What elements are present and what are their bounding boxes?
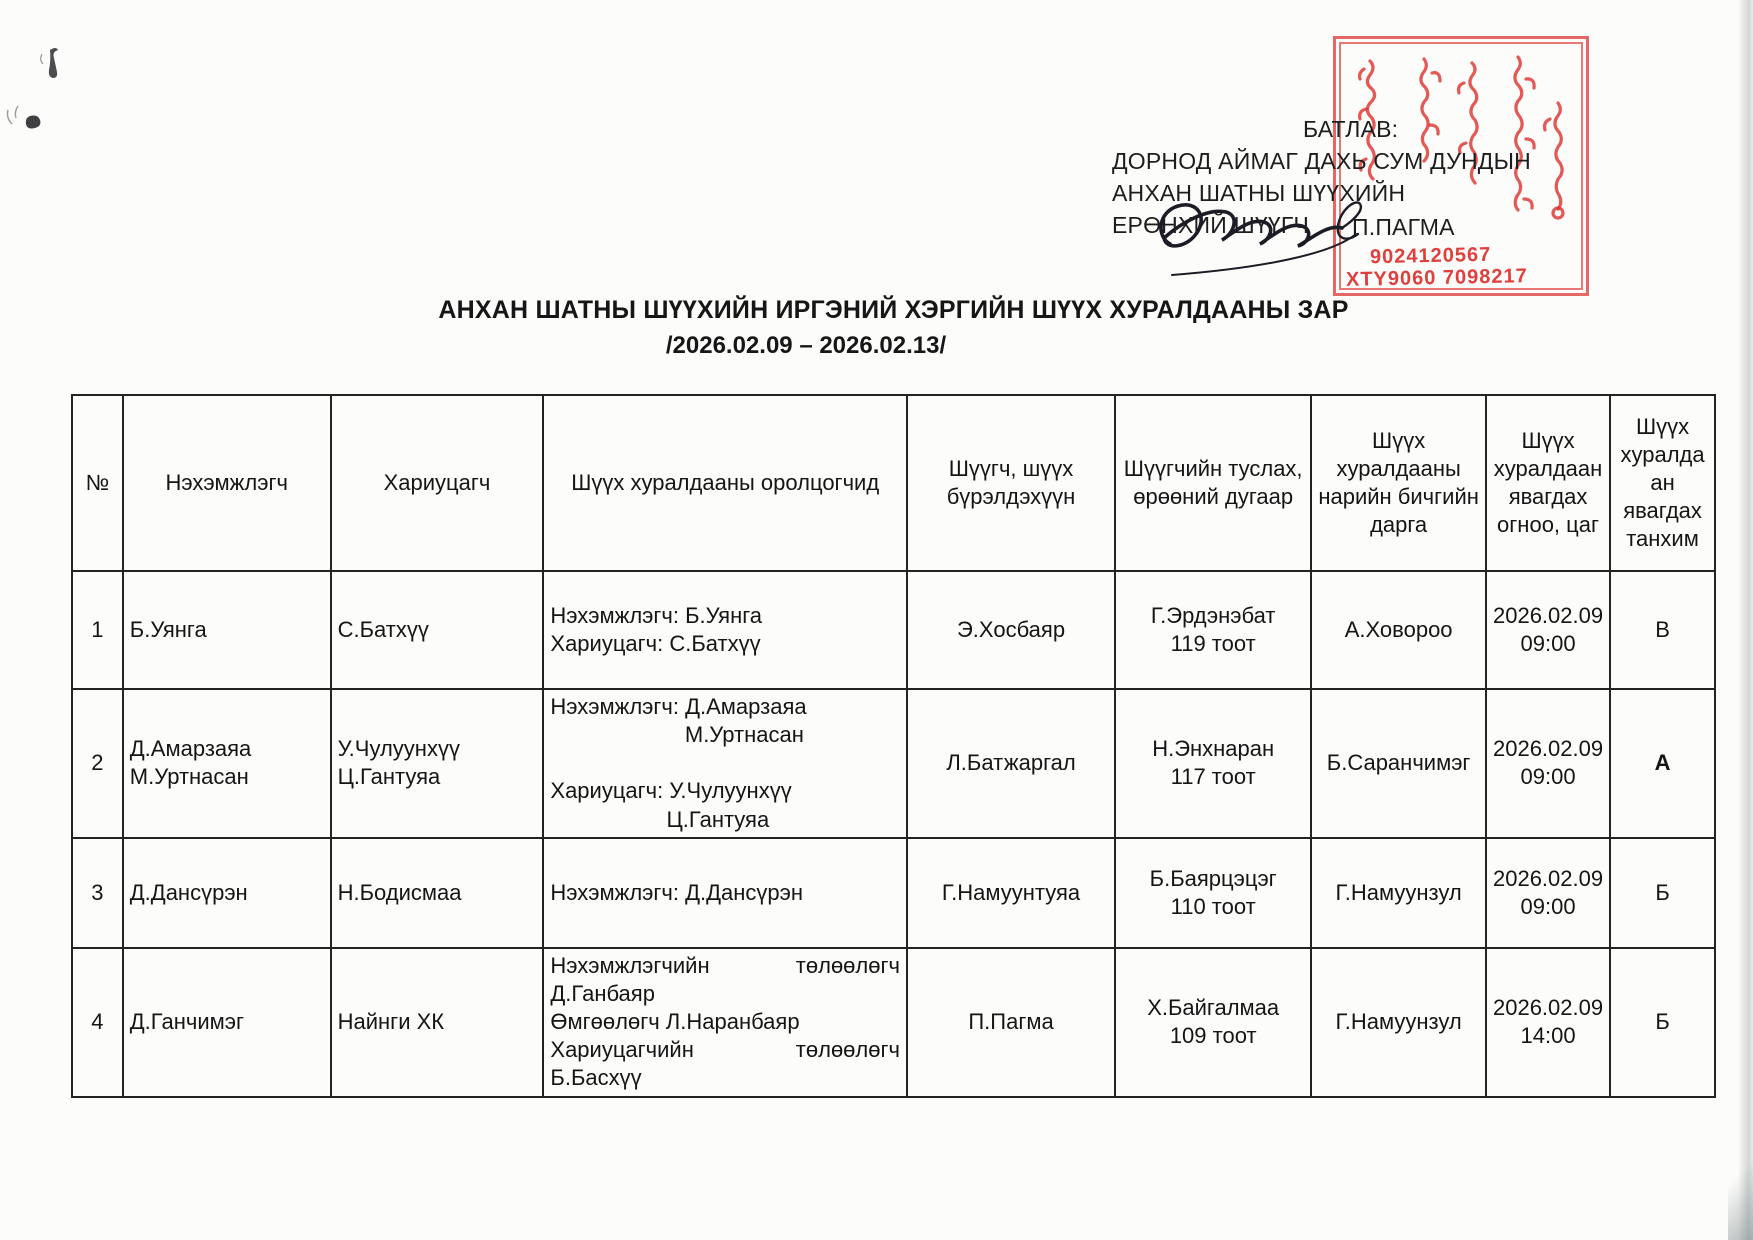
cell-r4-c7: 2026.02.09 14:00 [1486, 948, 1610, 1097]
cell-r3-c3: Нэхэмжлэгч: Д.Дансүрэн [543, 838, 907, 948]
column-header-8: Шүүх хуралдаан явагдах танхим [1610, 395, 1715, 571]
schedule-table [71, 394, 1716, 1098]
approval-label: БАТЛАВ: [1303, 116, 1399, 142]
cell-r4-c6: Г.Намуунзул [1311, 948, 1486, 1097]
table-body [72, 571, 1715, 1097]
approver-role: ЕРӨНХИЙ ШҮҮГЧ [1112, 212, 1310, 238]
column-header-7: Шүүх хуралдаан явагдах огноо, цаг [1486, 395, 1610, 571]
table-row-3 [72, 838, 1715, 948]
cell-r4-c2: Найнги ХК [331, 948, 544, 1097]
signature-icon [1142, 182, 1392, 282]
cell-r2-c7: 2026.02.09 09:00 [1486, 689, 1610, 838]
cell-r1-c2: С.Батхүү [331, 571, 544, 689]
cell-r1-c1: Б.Уянга [123, 571, 331, 689]
ink-smudge-icon [4, 102, 52, 142]
cell-r4-c3: Нэхэмжлэгчийн төлөөлөгч Д.Ганбаяр Өмгөөлөгч Л.Наранбаяр Хариуцагчийн төлөөлөгч Б.Басхүү [543, 948, 907, 1097]
cell-r2-c5: Н.Энхнаран 117 тоот [1115, 689, 1311, 838]
column-header-2: Хариуцагч [331, 395, 544, 571]
cell-r2-c8: А [1610, 689, 1715, 838]
cell-r3-c8: Б [1610, 838, 1715, 948]
stamp-registration-number: 9024120567 [1369, 243, 1492, 269]
cell-r3-c0: 3 [72, 838, 123, 948]
cell-r2-c0: 2 [72, 689, 123, 838]
cell-r1-c0: 1 [72, 571, 123, 689]
table-row-1 [72, 571, 1715, 689]
ink-smudge-icon [36, 44, 72, 84]
cell-r1-c7: 2026.02.09 09:00 [1486, 571, 1610, 689]
cell-r1-c5: Г.Эрдэнэбат 119 тоот [1115, 571, 1311, 689]
cell-r4-c0: 4 [72, 948, 123, 1097]
cell-r4-c5: Х.Байгалмаа 109 тоот [1115, 948, 1311, 1097]
cell-r1-c6: А.Ховороо [1311, 571, 1486, 689]
table-row-4 [72, 948, 1715, 1097]
cell-r4-c4: П.Пагма [907, 948, 1115, 1097]
cell-r3-c2: Н.Бодисмаа [331, 838, 544, 948]
cell-r3-c7: 2026.02.09 09:00 [1486, 838, 1610, 948]
scan-corner-shadow [1728, 1130, 1753, 1240]
court-name-line1: ДОРНОД АЙМАГ ДАХЬ СУМ ДУНДЫН [1112, 148, 1531, 174]
cell-r2-c2: У.Чулуунхүү Ц.Гантуяа [331, 689, 544, 838]
table-head [72, 395, 1715, 571]
cell-r4-c8: Б [1610, 948, 1715, 1097]
column-header-0: № [72, 395, 123, 571]
cell-r3-c6: Г.Намуунзул [1311, 838, 1486, 948]
cell-r3-c1: Д.Дансүрэн [123, 838, 331, 948]
column-header-4: Шүүгч, шүүх бүрэлдэхүүн [907, 395, 1115, 571]
cell-r1-c4: Э.Хосбаяр [907, 571, 1115, 689]
stamp-serial-number: XTY9060 7098217 [1345, 265, 1529, 291]
cell-r1-c3: Нэхэмжлэгч: Б.Уянга Хариуцагч: С.Батхүү [543, 571, 907, 689]
cell-r2-c3: Нэхэмжлэгч: Д.Амарзаяа М.Уртнасан Хариуцагч: У.Чулуунхүү Ц.Гантуяа [543, 689, 907, 838]
scan-edge-shadow [1738, 0, 1753, 1240]
title-block [71, 296, 1716, 360]
table-row-2 [72, 689, 1715, 838]
date-range: /2026.02.09 – 2026.02.13/ [665, 332, 947, 359]
court-name-line2: АНХАН ШАТНЫ ШҮҮХИЙН [1112, 180, 1406, 206]
approver-name: П.ПАГМА [1352, 214, 1455, 240]
page-title: АНХАН ШАТНЫ ШҮҮХИЙН ИРГЭНИЙ ХЭРГИЙН ШҮҮХ ХУРАЛДААНЫ ЗАР [438, 296, 1349, 324]
cell-r2-c1: Д.Амарзаяа М.Уртнасан [123, 689, 331, 838]
cell-r3-c4: Г.Намуунтуяа [907, 838, 1115, 948]
cell-r2-c6: Б.Саранчимэг [1311, 689, 1486, 838]
column-header-6: Шүүх хуралдааны нарийн бичгийн дарга [1311, 395, 1486, 571]
cell-r4-c1: Д.Ганчимэг [123, 948, 331, 1097]
column-header-1: Нэхэмжлэгч [123, 395, 331, 571]
cell-r3-c5: Б.Баярцэцэг 110 тоот [1115, 838, 1311, 948]
cell-r1-c8: В [1610, 571, 1715, 689]
cell-r2-c4: Л.Батжаргал [907, 689, 1115, 838]
column-header-5: Шүүгчийн туслах, өрөөний дугаар [1115, 395, 1311, 571]
column-header-3: Шүүх хуралдааны оролцогчид [543, 395, 907, 571]
